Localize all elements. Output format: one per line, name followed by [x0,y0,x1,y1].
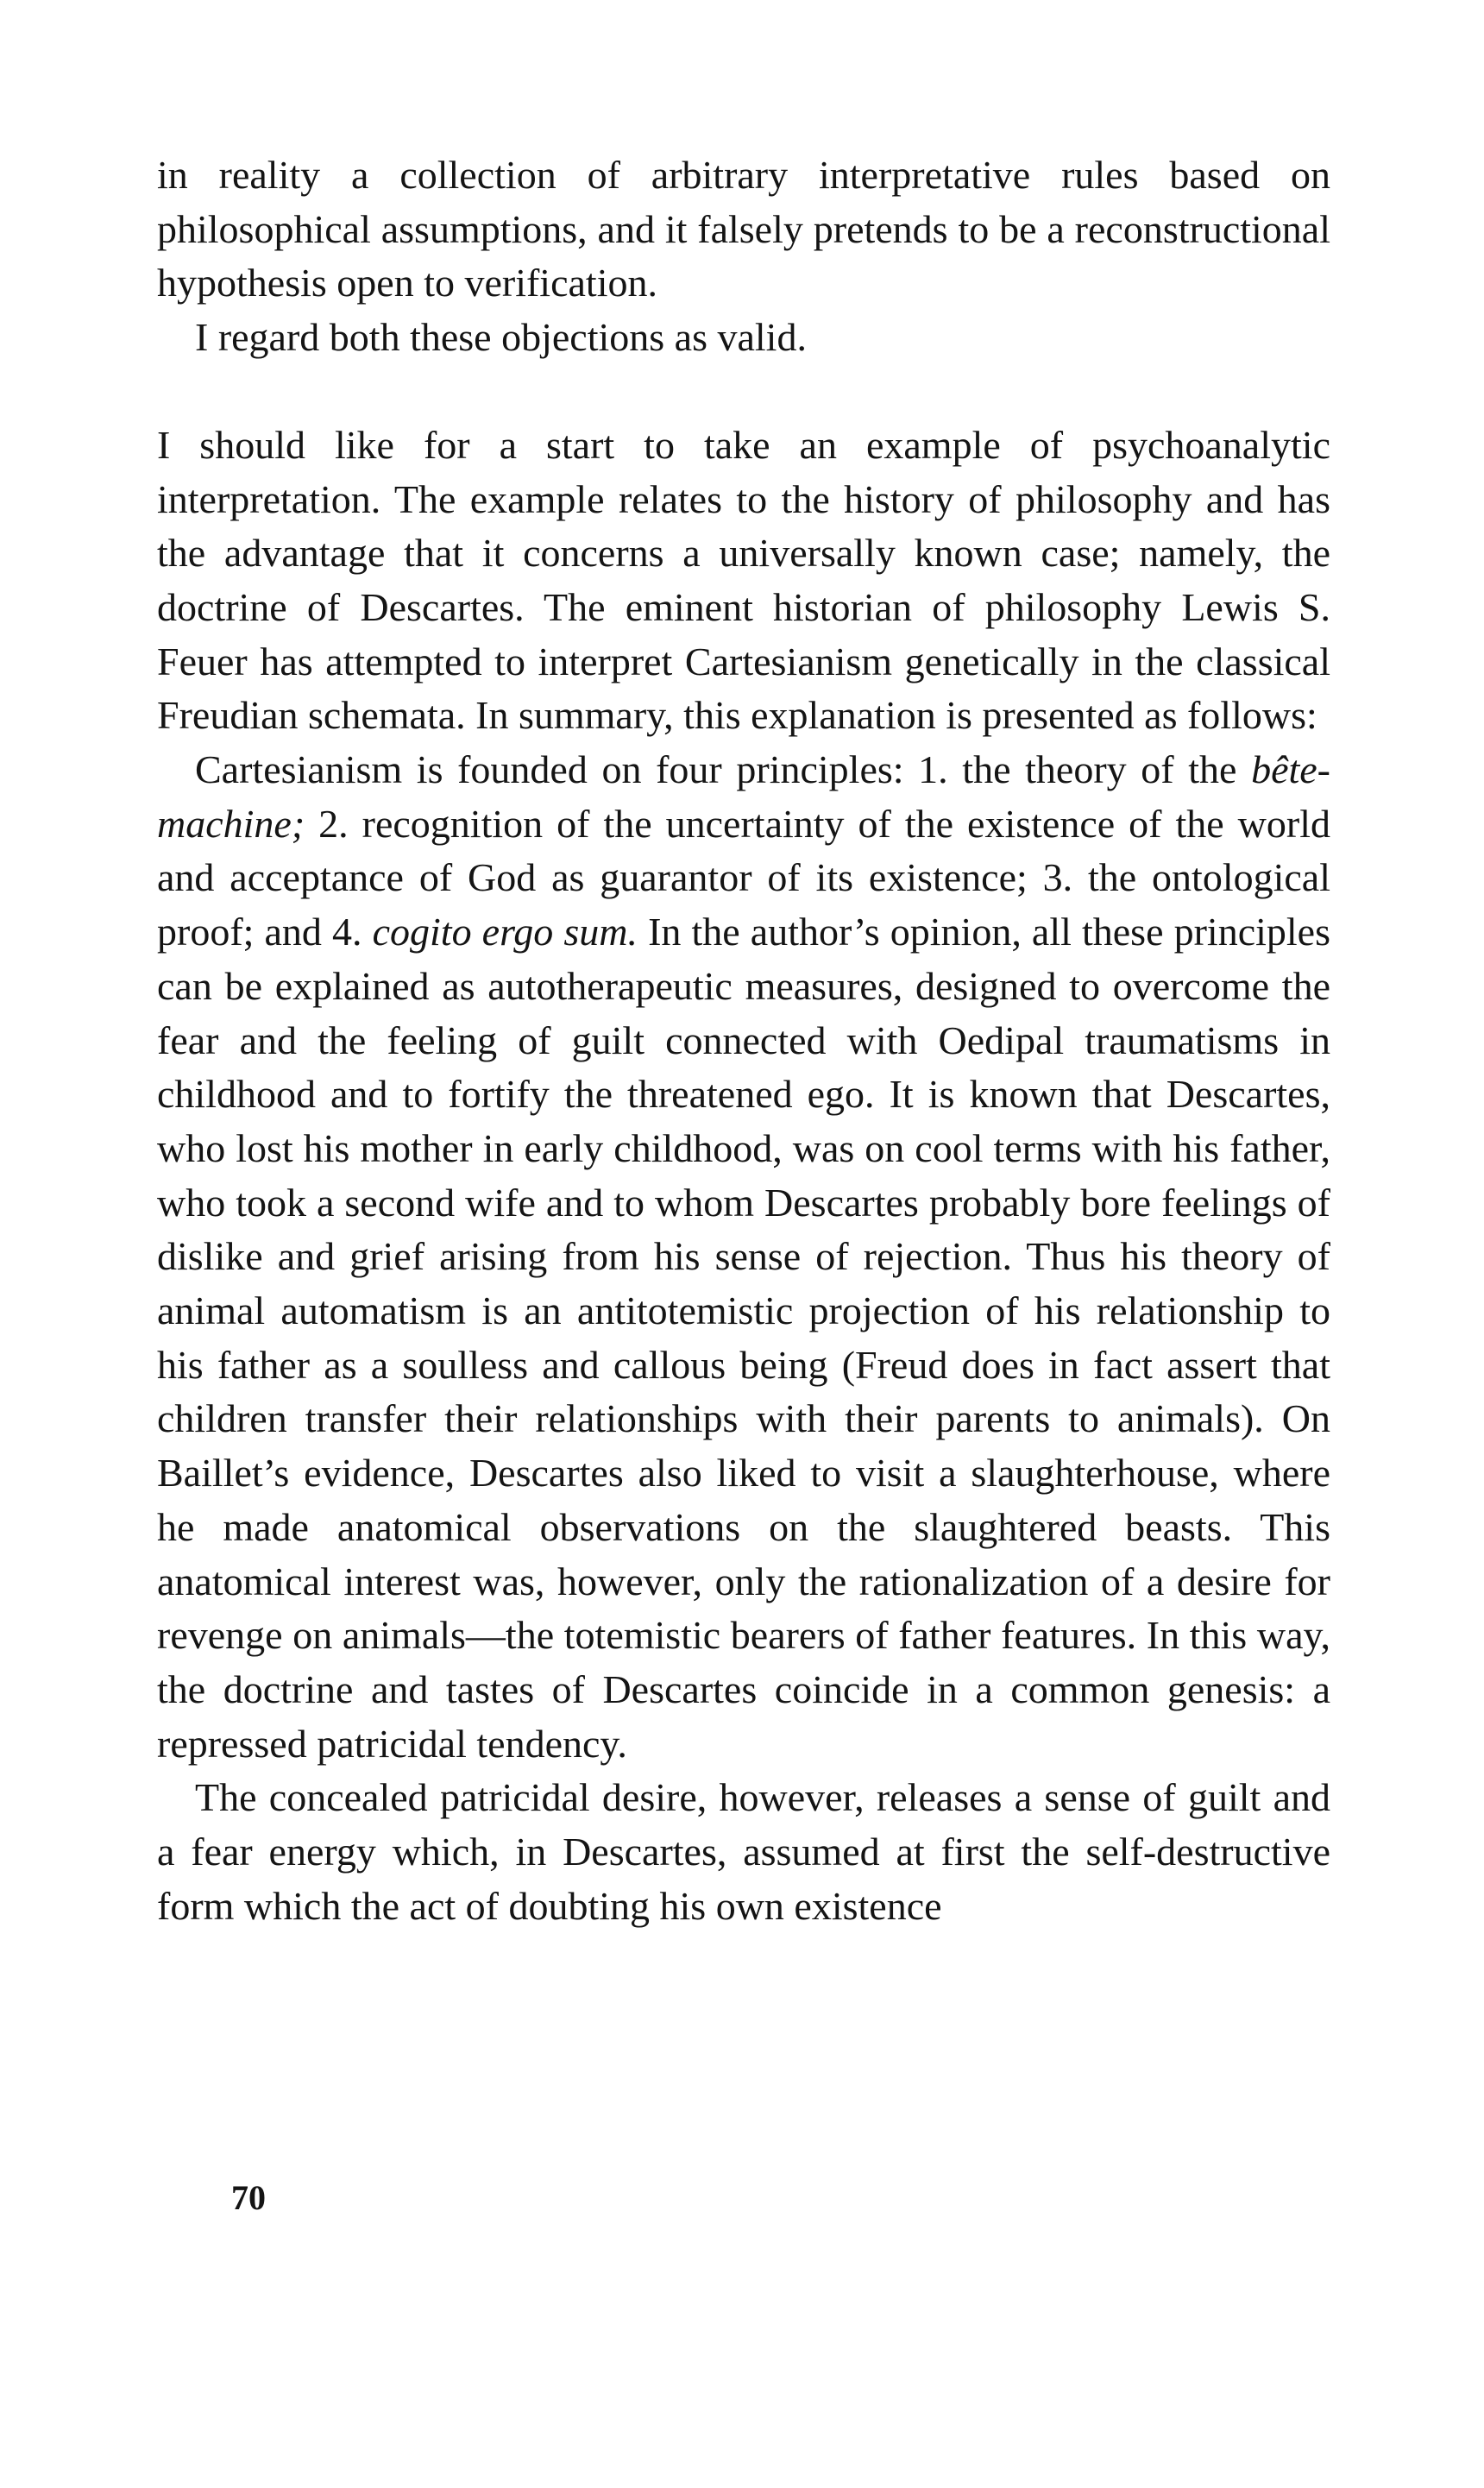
body-text [157,148,1330,1934]
paragraph-cartesianism-principles [157,743,1330,1771]
text-segment: Cartesianism is founded on four principles: 1. the theory of the [195,747,1252,792]
page-number: 70 [231,2178,266,2217]
paragraph-psychoanalytic-example: I should like for a start to take an example of psychoanalytic interpretation. The example relates to the history of philosophy and has the advantage that it concerns a universally known case; namely, the doctrine of Descartes. The eminent historian of philosophy Lewis S. Feuer has attempted to interpret Cartesianism genetically in the classical Freudian schemata. In summary, this explanation is presented as follows: [157,422,1330,738]
paragraph-objections-valid: I regard both these objections as valid. [195,315,807,360]
italic-term-bete-machine: bête-machine; [157,747,1330,846]
paragraph-objection-continuation: in reality a collection of arbitrary interpretative rules based on philosophical assumptions, and it falsely pretends to be a reconstructional hypothesis open to verification. [157,153,1330,305]
paragraph-patricidal-desire: The concealed patricidal desire, however, releases a sense of guilt and a fear energy which, in Descartes, assumed at first the self-destructive form which the act of doubting his own existence [157,1775,1330,1928]
italic-term-cogito: cogito ergo sum. [372,910,638,954]
text-segment: 2. recognition of the uncertainty of the existence of the world and acceptance of God as guarantor of its existence; 3. the ontological proof; and 4. [157,801,1330,954]
text-segment: In the author’s opinion, all these principles can be explained as autotherapeutic measures, designed to overcome the fear and the feeling of guilt connected with Oedipal traumatisms in childhood and to fortify the threatened ego. It is known that Descartes, who lost his mother in early childhood, was on cool terms with his father, who took a second wife and to whom Descartes probably bore feelings of dislike and grief arising from his sense of rejection. Thus his theory of animal automatism is an antitotemistic projection of his relationship to his father as a soulless and callous being (Freud does in fact assert that children transfer their relationships with their parents to animals). On Baillet’s evidence, Descartes also liked to visit a slaughterhouse, where he made anatomical observations on the slaughtered beasts. This anatomical interest was, however, only the rationalization of a desire for revenge on animals—the totemistic bearers of father features. In this way, the doctrine and tastes of Descartes coincide in a common genesis: a repressed patricidal tendency. [157,910,1330,1766]
